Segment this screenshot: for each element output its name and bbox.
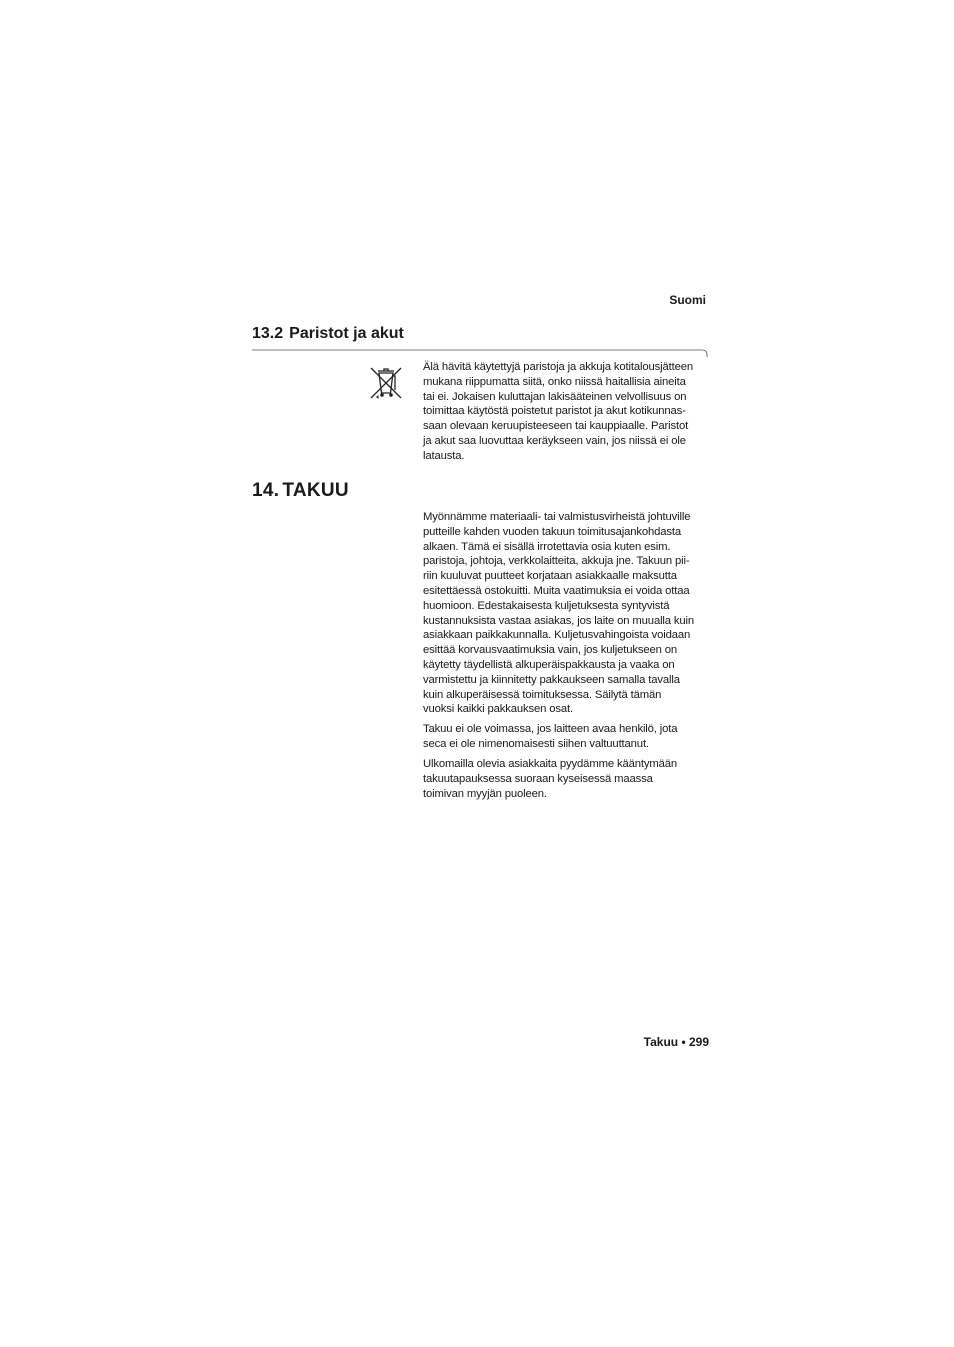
chapter-heading [252,479,349,503]
chapter-number: 14. [252,480,280,501]
page-footer: Takuu • 299 [643,1035,709,1049]
warranty-paragraph: Takuu ei ole voimassa, jos laitteen avaa henkilö, jota seca ei ole nimenomaisesti siihen valtuuttanut. [423,723,678,750]
section-heading [252,324,404,344]
section-divider [252,349,708,357]
section-number: 13.2 [252,325,284,342]
chapter-title: TAKUU [282,480,349,501]
section-title: Paristot ja akut [289,325,404,342]
battery-disposal-text: Älä hävitä käytettyjä paristoja ja akkuja kotitalousjätteen mukana riippumatta siitä, onko niissä haitallisia aineita tai ei. Jokaisen kuluttajan lakisääteinen velvollisuus on toimittaa käytöstä poistetut paristot ja akut kotikunnas- saan olevaan keruupisteeseen tai kauppiaalle. Paristot ja akut saa luovuttaa keräykseen vain, jos niissä ei ole latausta. [423,361,693,462]
warranty-paragraph: Myönnämme materiaali- tai valmistusvirheistä johtuville putteille kahden vuoden takuun toimitusajankohdasta alkaen. Tämä ei sisällä irrotettavia osia kuten esim. paristoja, johtoja, verkkolaitteita, akkuja jne. Takuun pii- riin kuuluvat puutteet korjataan asiakkaalle maksutta esitettäessä ostokuitti. Muita vaatimuksia ei voida ottaa huomioon. Edestakaisesta kuljetuksesta syntyvistä kustannuksista vastaa asiakas, jos laite on muualla kuin asiakkaan paikkakunnalla. Kuljetusvahingoista voidaan esittää korvausvaatimuksia vain, jos kuljetukseen on käytetty täydellistä alkuperäispakkausta ja vaaka on varmistettu ja kiinnitetty pakkaukseen samalla tavalla kuin alkuperäisessä toimituksessa. Säilytä tämän vuoksi kaikki pakkauksen osat. [423,511,695,716]
crossed-out-wheelie-bin-icon [367,364,405,402]
language-label: Suomi [669,293,706,307]
warranty-paragraph: Ulkomailla olevia asiakkaita pyydämme kääntymään takuutapauksessa suoraan kyseisessä maassa toimivan myyjän puoleen. [423,758,678,800]
